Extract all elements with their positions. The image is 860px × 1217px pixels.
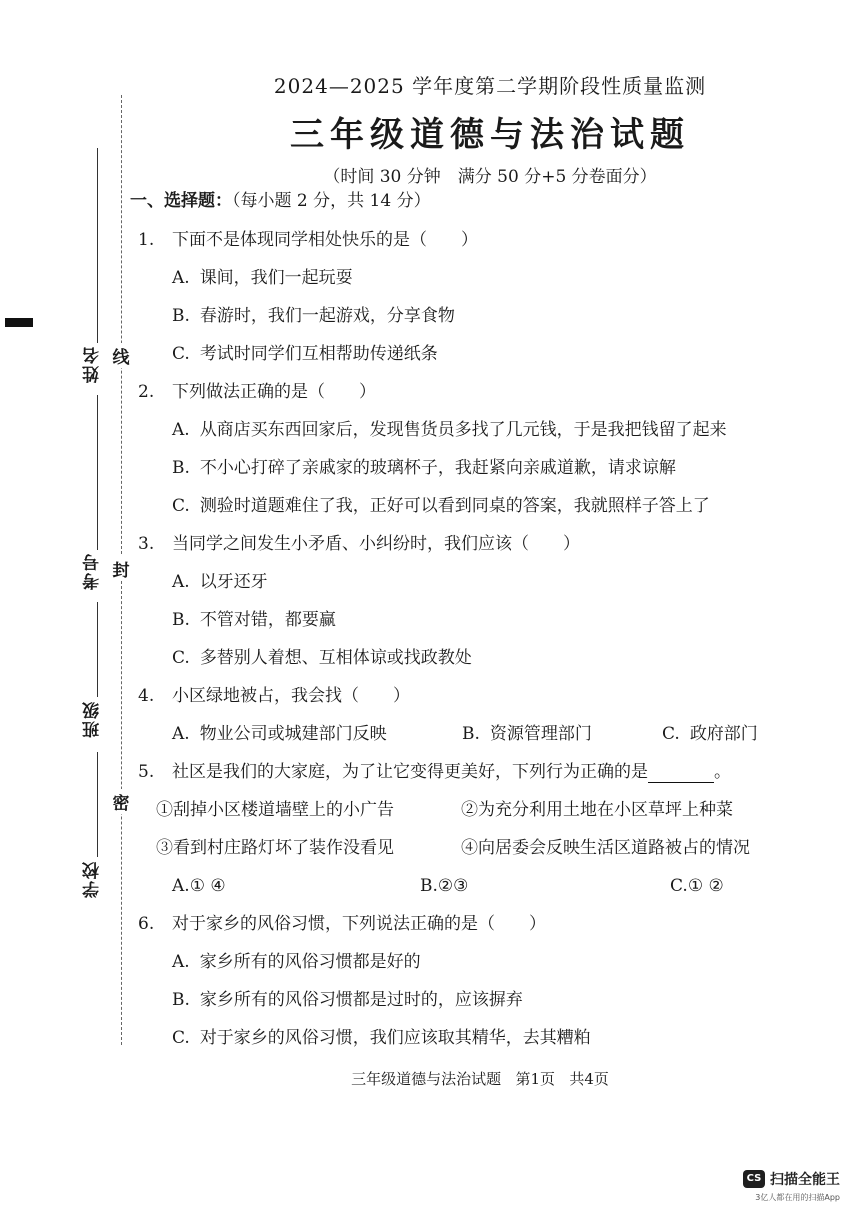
option-a: A. 从商店买东西回家后，发现售货员多找了几元钱，于是我把钱留了起来 bbox=[172, 420, 727, 440]
question-2 bbox=[130, 373, 830, 525]
question-3 bbox=[130, 525, 830, 677]
section-heading bbox=[130, 186, 830, 211]
question-1 bbox=[130, 221, 830, 373]
option-a: A.① ④ bbox=[172, 876, 226, 896]
footer-page: 第1页 bbox=[515, 1070, 555, 1088]
question-number: 3. bbox=[138, 534, 155, 554]
footer-total: 共4页 bbox=[569, 1070, 609, 1088]
option-b: B. 家乡所有的风俗习惯都是过时的，应该摒弃 bbox=[172, 990, 523, 1010]
option-c: C. 考试时同学们互相帮助传递纸条 bbox=[172, 344, 438, 364]
class-label: 班级 bbox=[83, 700, 103, 738]
question-number: 4. bbox=[138, 686, 155, 706]
question-stem: 对于家乡的风俗习惯，下列说法正确的是（ ） bbox=[172, 914, 546, 934]
section-title: 一、选择题： bbox=[130, 191, 232, 211]
binding-mark-line: 线 bbox=[109, 343, 133, 368]
option-row bbox=[130, 715, 830, 753]
exam-content bbox=[130, 186, 830, 1057]
statement-4: ④向居委会反映生活区道路被占的情况 bbox=[461, 838, 750, 858]
option-c: C. 对于家乡的风俗习惯，我们应该取其精华，去其糟粕 bbox=[172, 1028, 591, 1048]
option-row bbox=[130, 867, 830, 905]
option-b: B. 春游时，我们一起游戏，分享食物 bbox=[172, 306, 455, 326]
question-number: 1. bbox=[138, 230, 155, 250]
exam-meta: （时间 30 分钟 满分 50 分+5 分卷面分） bbox=[323, 167, 657, 187]
footer-subject: 三年级道德与法治试题 bbox=[351, 1070, 502, 1088]
exam-title: 三年级道德与法治试题 bbox=[290, 115, 690, 155]
exam-number-label: 考号 bbox=[83, 552, 103, 590]
statement-1: ①刮掉小区楼道墙壁上的小广告 bbox=[156, 800, 394, 820]
question-stem: 社区是我们的大家庭，为了让它变得更美好，下列行为正确的是 bbox=[172, 762, 648, 782]
option-c: C. 政府部门 bbox=[662, 724, 758, 744]
question-4 bbox=[130, 677, 830, 753]
camscanner-logo-icon: CS bbox=[743, 1170, 765, 1188]
option-a: A. 家乡所有的风俗习惯都是好的 bbox=[172, 952, 421, 972]
question-5: 5. 社区是我们的大家庭，为了让它变得更美好，下列行为正确的是 。 ①刮掉小区楼道墙壁上的小广告 ②为充分利用土地在小区草坪上种菜 ③看到村庄路灯坏了装作没看见 ④向居委会反映生活区道路被占的情况 A.① ④ B.②③ C.① ② bbox=[130, 753, 830, 905]
scan-edge-mark bbox=[5, 318, 33, 327]
option-a: A. 课间，我们一起玩耍 bbox=[172, 268, 353, 288]
binding-mark-seal: 封 bbox=[109, 556, 133, 581]
question-stem: 小区绿地被占，我会找（ ） bbox=[172, 686, 410, 706]
page-footer bbox=[130, 1068, 830, 1089]
class-fill-line bbox=[97, 602, 98, 697]
binding-mark-secret: 密 bbox=[109, 789, 133, 814]
option-c: C.① ② bbox=[670, 876, 724, 896]
option-b: B. 不小心打碎了亲戚家的玻璃杯子，我赶紧向亲戚道歉，请求谅解 bbox=[172, 458, 676, 478]
option-a: A. 以牙还牙 bbox=[172, 572, 268, 592]
exam-number-fill-line bbox=[97, 395, 98, 550]
option-c: C. 多替别人着想、互相体谅或找政教处 bbox=[172, 648, 472, 668]
question-stem: 下面不是体现同学相处快乐的是（ ） bbox=[172, 230, 478, 250]
question-number: 2. bbox=[138, 382, 155, 402]
exam-series: 2024—2025 学年度第二学期阶段性质量监测 bbox=[273, 74, 707, 98]
school-label: 学校 bbox=[83, 860, 103, 898]
option-a: A. 物业公司或城建部门反映 bbox=[172, 724, 387, 744]
question-number: 6. bbox=[138, 914, 155, 934]
option-b: B. 资源管理部门 bbox=[462, 724, 592, 744]
question-stem: 当同学之间发生小矛盾、小纠纷时，我们应该（ ） bbox=[172, 534, 580, 554]
name-label: 姓名 bbox=[83, 345, 103, 383]
question-stem: 下列做法正确的是（ ） bbox=[172, 382, 376, 402]
statement-3: ③看到村庄路灯坏了装作没看见 bbox=[156, 838, 394, 858]
question-number: 5. bbox=[138, 762, 155, 782]
option-c: C. 测验时道题难住了我，正好可以看到同桌的答案，我就照样子答上了 bbox=[172, 496, 710, 516]
answer-blank bbox=[648, 758, 714, 783]
exam-header bbox=[140, 70, 840, 187]
option-b: B. 不管对错，都要赢 bbox=[172, 610, 336, 630]
section-note: （每小题 2 分，共 14 分） bbox=[232, 191, 431, 211]
scanner-watermark bbox=[743, 1166, 840, 1203]
scanner-tagline: 3亿人都在用的扫描App bbox=[755, 1192, 840, 1202]
school-fill-line bbox=[97, 752, 98, 857]
option-b: B.②③ bbox=[420, 876, 469, 896]
question-6 bbox=[130, 905, 830, 1057]
statement-2: ②为充分利用土地在小区草坪上种菜 bbox=[461, 800, 733, 820]
name-fill-line bbox=[97, 148, 98, 343]
statement-list bbox=[130, 791, 830, 867]
scanner-name: 扫描全能王 bbox=[770, 1171, 840, 1188]
